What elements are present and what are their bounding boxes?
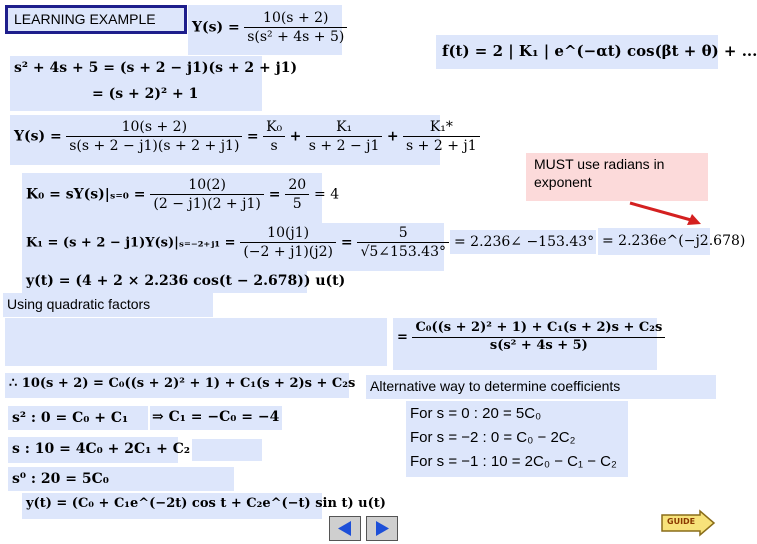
empty-small-panel	[192, 439, 262, 461]
for-s-minus-1: For s = −1 : 10 = 2C₀ − C₁ − C₂	[410, 453, 617, 470]
s2-result: ⇒ C₁ = −C₀ = −4	[152, 409, 280, 425]
k0-numerator-2: 20	[285, 177, 309, 195]
pf-k0-denominator: s	[270, 138, 278, 155]
therefore-equation: ∴ 10(s + 2) = C₀((s + 2)² + 1) + C₁(s + 2)s + C₂s	[9, 376, 356, 391]
partial-fraction-equation: Y(s) = $\frac{10(s + 2)}{s(s + 2 - j1)(s + 2 + j1)}$ = $\frac{\text{K₀}}{s}$ + $\frac{\text{K₁}}{s + 2 - j1}$ + $\frac{\text{K₁*}}{s + 2 + j1}$	[14, 119, 480, 154]
pf-k1-conj-numerator: K₁*	[403, 119, 480, 137]
quad-lhs: =	[397, 329, 408, 345]
quadratic-fraction	[397, 321, 665, 354]
k0-lhs: K₀ = sY(s)|ₛ₌₀ =	[26, 186, 146, 203]
yt-equation: y(t) = (4 + 2 × 2.236 cos(t − 2.678)) u(t)	[26, 273, 346, 289]
right-triangle-icon	[367, 517, 397, 540]
pf-denominator: s(s + 2 − j1)(s + 2 + j1)	[69, 138, 240, 155]
pf-k1-numerator: K₁	[306, 119, 383, 137]
k1-equation: K₁ = (s + 2 − j1)Y(s)|ₛ₌₋₂₊ⱼ₁ = $\frac{10(j1)}{(-2 + j1)(j2)}$ = $\frac{5}{√5\angle 153.43^\circ}$	[26, 225, 449, 260]
s2-equation: s² : 0 = C₀ + C₁	[12, 410, 129, 426]
slide-title: LEARNING EXAMPLE	[5, 5, 187, 34]
factorization-line-1: s² + 4s + 5 = (s + 2 − j1)(s + 2 + j1)	[14, 60, 298, 76]
yt2-equation: y(t) = (C₀ + C₁e^(−2t) cos t + C₂e^(−t) sin t) u(t)	[26, 496, 386, 511]
k0-numerator: 10(2)	[150, 177, 263, 195]
pf-numerator: 10(s + 2)	[66, 119, 242, 137]
factorization-line-2: = (s + 2)² + 1	[92, 86, 199, 102]
k1-lhs: K₁ = (s + 2 − j1)Y(s)|ₛ₌₋₂₊ⱼ₁ =	[26, 235, 236, 251]
quadratic-label: Using quadratic factors	[7, 296, 151, 312]
k1-denominator-2: √5∠153.43°	[360, 244, 446, 261]
previous-button[interactable]	[329, 516, 361, 541]
quad-numerator: C₀((s + 2)² + 1) + C₁(s + 2)s + C₂s	[412, 321, 665, 338]
ys-numerator: 10(s + 2)	[244, 10, 347, 28]
for-s-minus-2: For s = −2 : 0 = C₀ − 2C₂	[410, 429, 576, 446]
k0-equation: K₀ = sY(s)|ₛ₌₀ = $\frac{10(2)}{(2 - j1)(2 + j1)}$ = $\frac{20}{5}$ = 4	[26, 177, 340, 213]
radians-note: MUST use radians in exponent	[526, 153, 708, 201]
ys-fraction	[244, 10, 347, 45]
pf-k1-denominator: s + 2 − j1	[308, 138, 380, 155]
guide-button[interactable]	[660, 510, 716, 536]
k1-numerator: 10(j1)	[240, 225, 336, 243]
pf-main-fraction	[66, 119, 242, 154]
k0-simplified	[285, 177, 309, 212]
pf-lhs: Y(s) =	[14, 128, 62, 145]
pf-k1-term	[306, 119, 383, 154]
k0-fraction	[150, 177, 263, 212]
s1-equation: s : 10 = 4C₀ + 2C₁ + C₂	[12, 441, 191, 457]
next-button[interactable]	[366, 516, 398, 541]
k1-exponential: = 2.236e^(−j2.678)	[602, 233, 746, 249]
for-s-0: For s = 0 : 20 = 5C₀	[410, 405, 542, 422]
k1-denominator: (−2 + j1)(j2)	[243, 244, 333, 261]
left-triangle-icon	[330, 517, 360, 540]
quad-fraction	[412, 321, 665, 354]
k1-polar: = 2.236∠ −153.43°	[454, 234, 595, 250]
blank-panel	[5, 318, 387, 366]
quad-denominator: s(s² + 4s + 5)	[489, 337, 588, 353]
s0-equation: s⁰ : 20 = 5C₀	[12, 471, 109, 487]
pf-k1-conj-term	[403, 119, 480, 154]
ft-equation: f(t) = 2 | K₁ | e^(−αt) cos(βt + θ) + ...	[442, 42, 757, 60]
k0-result: = 4	[314, 186, 340, 203]
k1-numerator-2: 5	[357, 225, 449, 243]
pf-k0-numerator: K₀	[263, 119, 285, 137]
ys-denominator: s(s² + 4s + 5)	[247, 29, 345, 46]
ys-definition	[192, 10, 347, 45]
k0-denominator: (2 − j1)(2 + j1)	[153, 196, 261, 213]
pf-k1-conj-denominator: s + 2 + j1	[406, 138, 477, 155]
k0-denominator-2: 5	[292, 196, 302, 213]
alternative-label: Alternative way to determine coefficients	[370, 378, 621, 394]
k1-fraction	[240, 225, 336, 260]
guide-label: GUIDE	[667, 517, 696, 526]
ys-lhs: Y(s) =	[192, 19, 240, 36]
note-arrow-icon	[625, 198, 710, 230]
k1-simplified	[357, 225, 449, 260]
pf-k0-term	[263, 119, 285, 154]
